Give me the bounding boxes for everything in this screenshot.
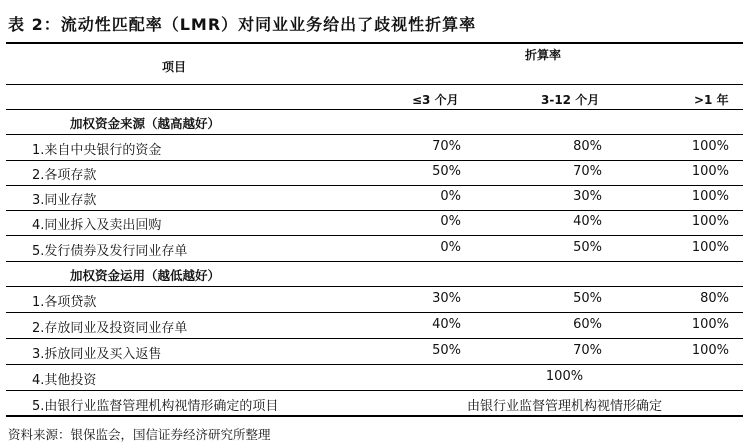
row-rule	[6, 185, 743, 186]
row-rule	[6, 210, 743, 211]
rate-3m: 0%	[440, 189, 461, 204]
row-name: 2.各项存款	[32, 168, 97, 183]
row-name: 2.存放同业及投资同业存单	[32, 321, 188, 336]
row-name: 4.同业拆入及卖出回购	[32, 218, 162, 233]
row-rule	[6, 312, 743, 313]
col-header-1y: >1 年	[694, 93, 729, 107]
header-bottom-rule	[6, 109, 743, 110]
rate-column-header: 折算率	[525, 48, 562, 62]
table-row	[6, 187, 743, 209]
merged-rate: 100%	[545, 369, 584, 384]
rate-1y: 100%	[691, 343, 729, 358]
uses-section-label: 加权资金运用（越低越好）	[70, 268, 221, 283]
bottom-rule	[6, 415, 743, 417]
rate-3m: 50%	[432, 343, 461, 358]
header-divider	[6, 84, 743, 85]
rate-3-12m: 80%	[573, 139, 602, 154]
row-name: 4.其他投资	[32, 373, 97, 388]
row-rule	[6, 160, 743, 161]
table-row	[6, 212, 743, 234]
rate-3-12m: 70%	[573, 164, 602, 179]
row-rule	[6, 286, 743, 287]
row-rule	[6, 134, 743, 135]
rate-1y: 100%	[691, 139, 729, 154]
table-row	[6, 393, 743, 415]
rate-3m: 0%	[440, 240, 461, 255]
rate-3m: 40%	[432, 317, 461, 332]
row-rule	[6, 390, 743, 391]
rate-1y: 100%	[691, 189, 729, 204]
rate-1y: 80%	[700, 291, 729, 306]
rate-3-12m: 40%	[573, 214, 602, 229]
row-name: 3.拆放同业及买入返售	[32, 347, 162, 362]
rate-1y: 100%	[691, 240, 729, 255]
row-name: 1.来自中央银行的资金	[32, 143, 162, 158]
rate-3m: 30%	[432, 291, 461, 306]
rate-1y: 100%	[691, 214, 729, 229]
col-header-3-12m: 3-12 个月	[541, 93, 600, 107]
item-column-header: 项目	[162, 60, 187, 74]
table-row	[6, 289, 743, 311]
table-row	[6, 162, 743, 184]
rate-3m: 70%	[432, 139, 461, 154]
row-rule	[6, 338, 743, 339]
sources-section-label: 加权资金来源（越高越好）	[70, 116, 221, 131]
rate-3-12m: 30%	[573, 189, 602, 204]
top-rule	[6, 42, 743, 44]
rate-3-12m: 70%	[573, 343, 602, 358]
row-rule	[6, 235, 743, 236]
row-name: 5.由银行业监督管理机构视情形确定的项目	[32, 399, 279, 414]
table-row	[6, 315, 743, 337]
merged-rate: 由银行业监督管理机构视情形确定	[466, 399, 662, 414]
rate-1y: 100%	[691, 317, 729, 332]
rate-3-12m: 50%	[573, 291, 602, 306]
source-note: 资料来源：银保监会，国信证券经济研究所整理	[8, 427, 271, 442]
table-title: 表 2：流动性匹配率（LMR）对同业业务给出了歧视性折算率	[8, 15, 477, 34]
table-row	[6, 137, 743, 159]
table-row	[6, 367, 743, 389]
rate-3m: 0%	[440, 214, 461, 229]
rate-3-12m: 60%	[573, 317, 602, 332]
table-row	[6, 238, 743, 260]
rate-3-12m: 50%	[573, 240, 602, 255]
rate-3m: 50%	[432, 164, 461, 179]
col-header-3m: ≤3 个月	[412, 93, 459, 107]
rate-1y: 100%	[691, 164, 729, 179]
row-name: 3.同业存款	[32, 193, 97, 208]
table-row	[6, 341, 743, 363]
row-name: 1.各项贷款	[32, 295, 97, 310]
row-name: 5.发行债券及发行同业存单	[32, 244, 188, 259]
row-rule	[6, 261, 743, 262]
row-rule	[6, 364, 743, 365]
